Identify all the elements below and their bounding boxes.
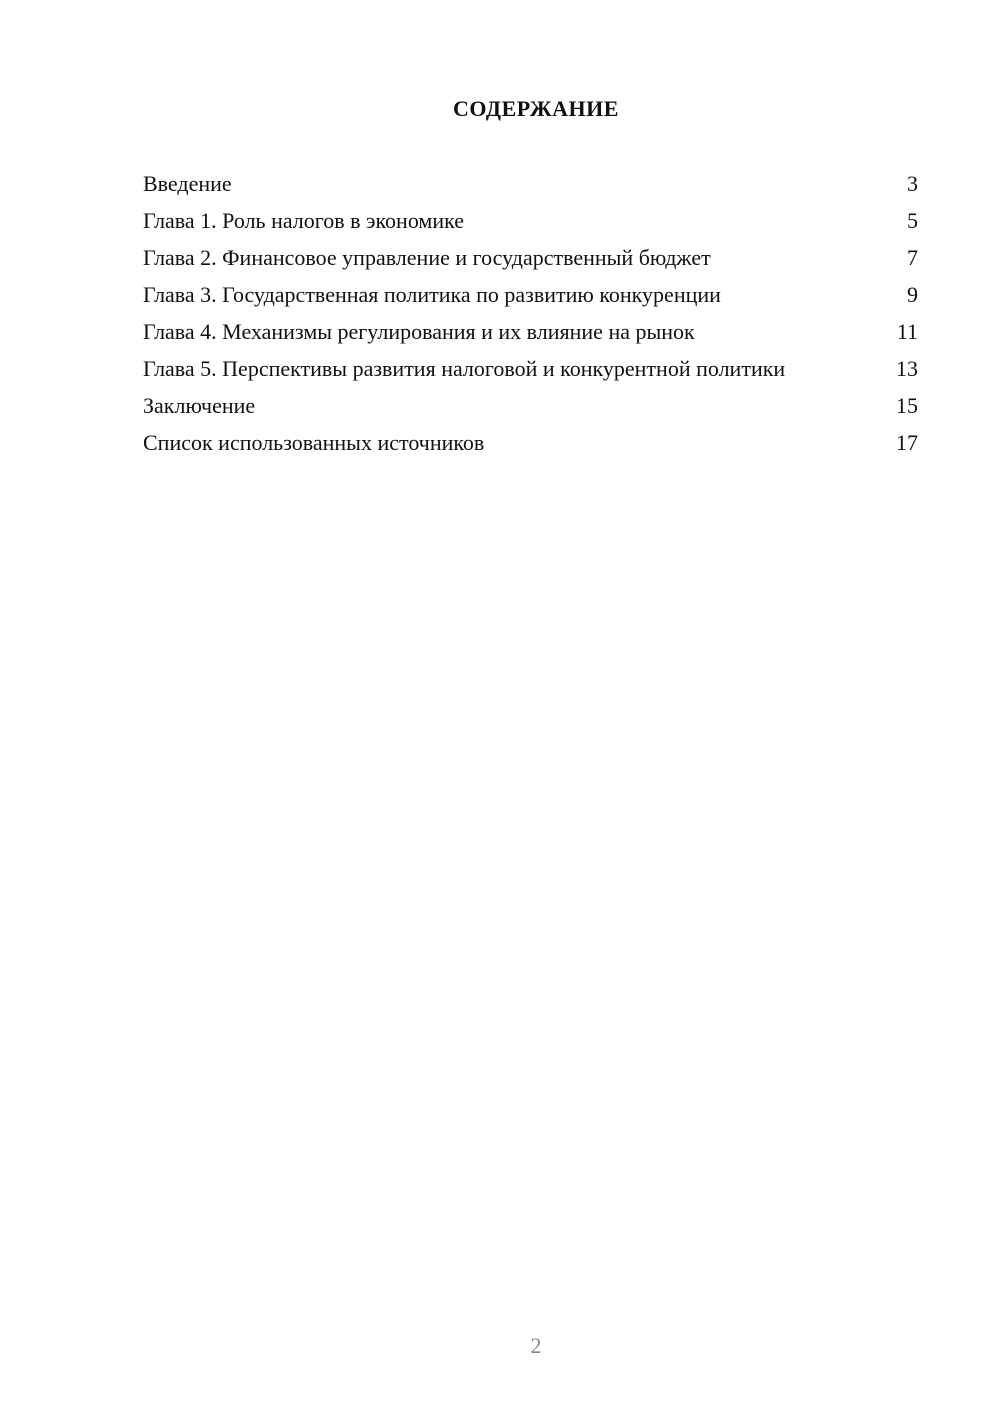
toc-entry-label: Глава 1. Роль налогов в экономике [143,208,465,233]
toc-entry-page: 11 [896,319,918,344]
toc-entry-page: 9 [907,282,918,307]
toc-entry-page: 17 [896,430,918,455]
toc-entry-label: Введение [143,171,232,196]
toc-entry-page: 13 [896,356,918,381]
table-of-contents [143,170,918,466]
toc-entry-page: 7 [907,245,918,270]
toc-entry-label: Глава 3. Государственная политика по развитию конкуренции [143,282,721,307]
toc-entry-page: 15 [896,393,918,418]
toc-entry [143,429,918,456]
toc-entry-label: Глава 2. Финансовое управление и государственный бюджет [143,245,711,270]
toc-entry-label: Глава 4. Механизмы регулирования и их влияние на рынок [143,319,695,344]
page-number: 2 [530,1333,542,1358]
toc-entry [143,318,918,345]
toc-title: СОДЕРЖАНИЕ [453,96,619,121]
toc-entry-label: Список использованных источников [143,430,485,455]
toc-entry-label: Глава 5. Перспективы развития налоговой и конкурентной политики [143,356,786,381]
toc-entry [143,281,918,308]
toc-entry-label: Заключение [143,393,256,418]
toc-entry [143,355,918,382]
toc-entry [143,392,918,419]
toc-entry-page: 5 [907,208,918,233]
toc-entry [143,207,918,234]
toc-entry [143,170,918,197]
toc-entry [143,244,918,271]
toc-entry-page: 3 [907,171,918,196]
